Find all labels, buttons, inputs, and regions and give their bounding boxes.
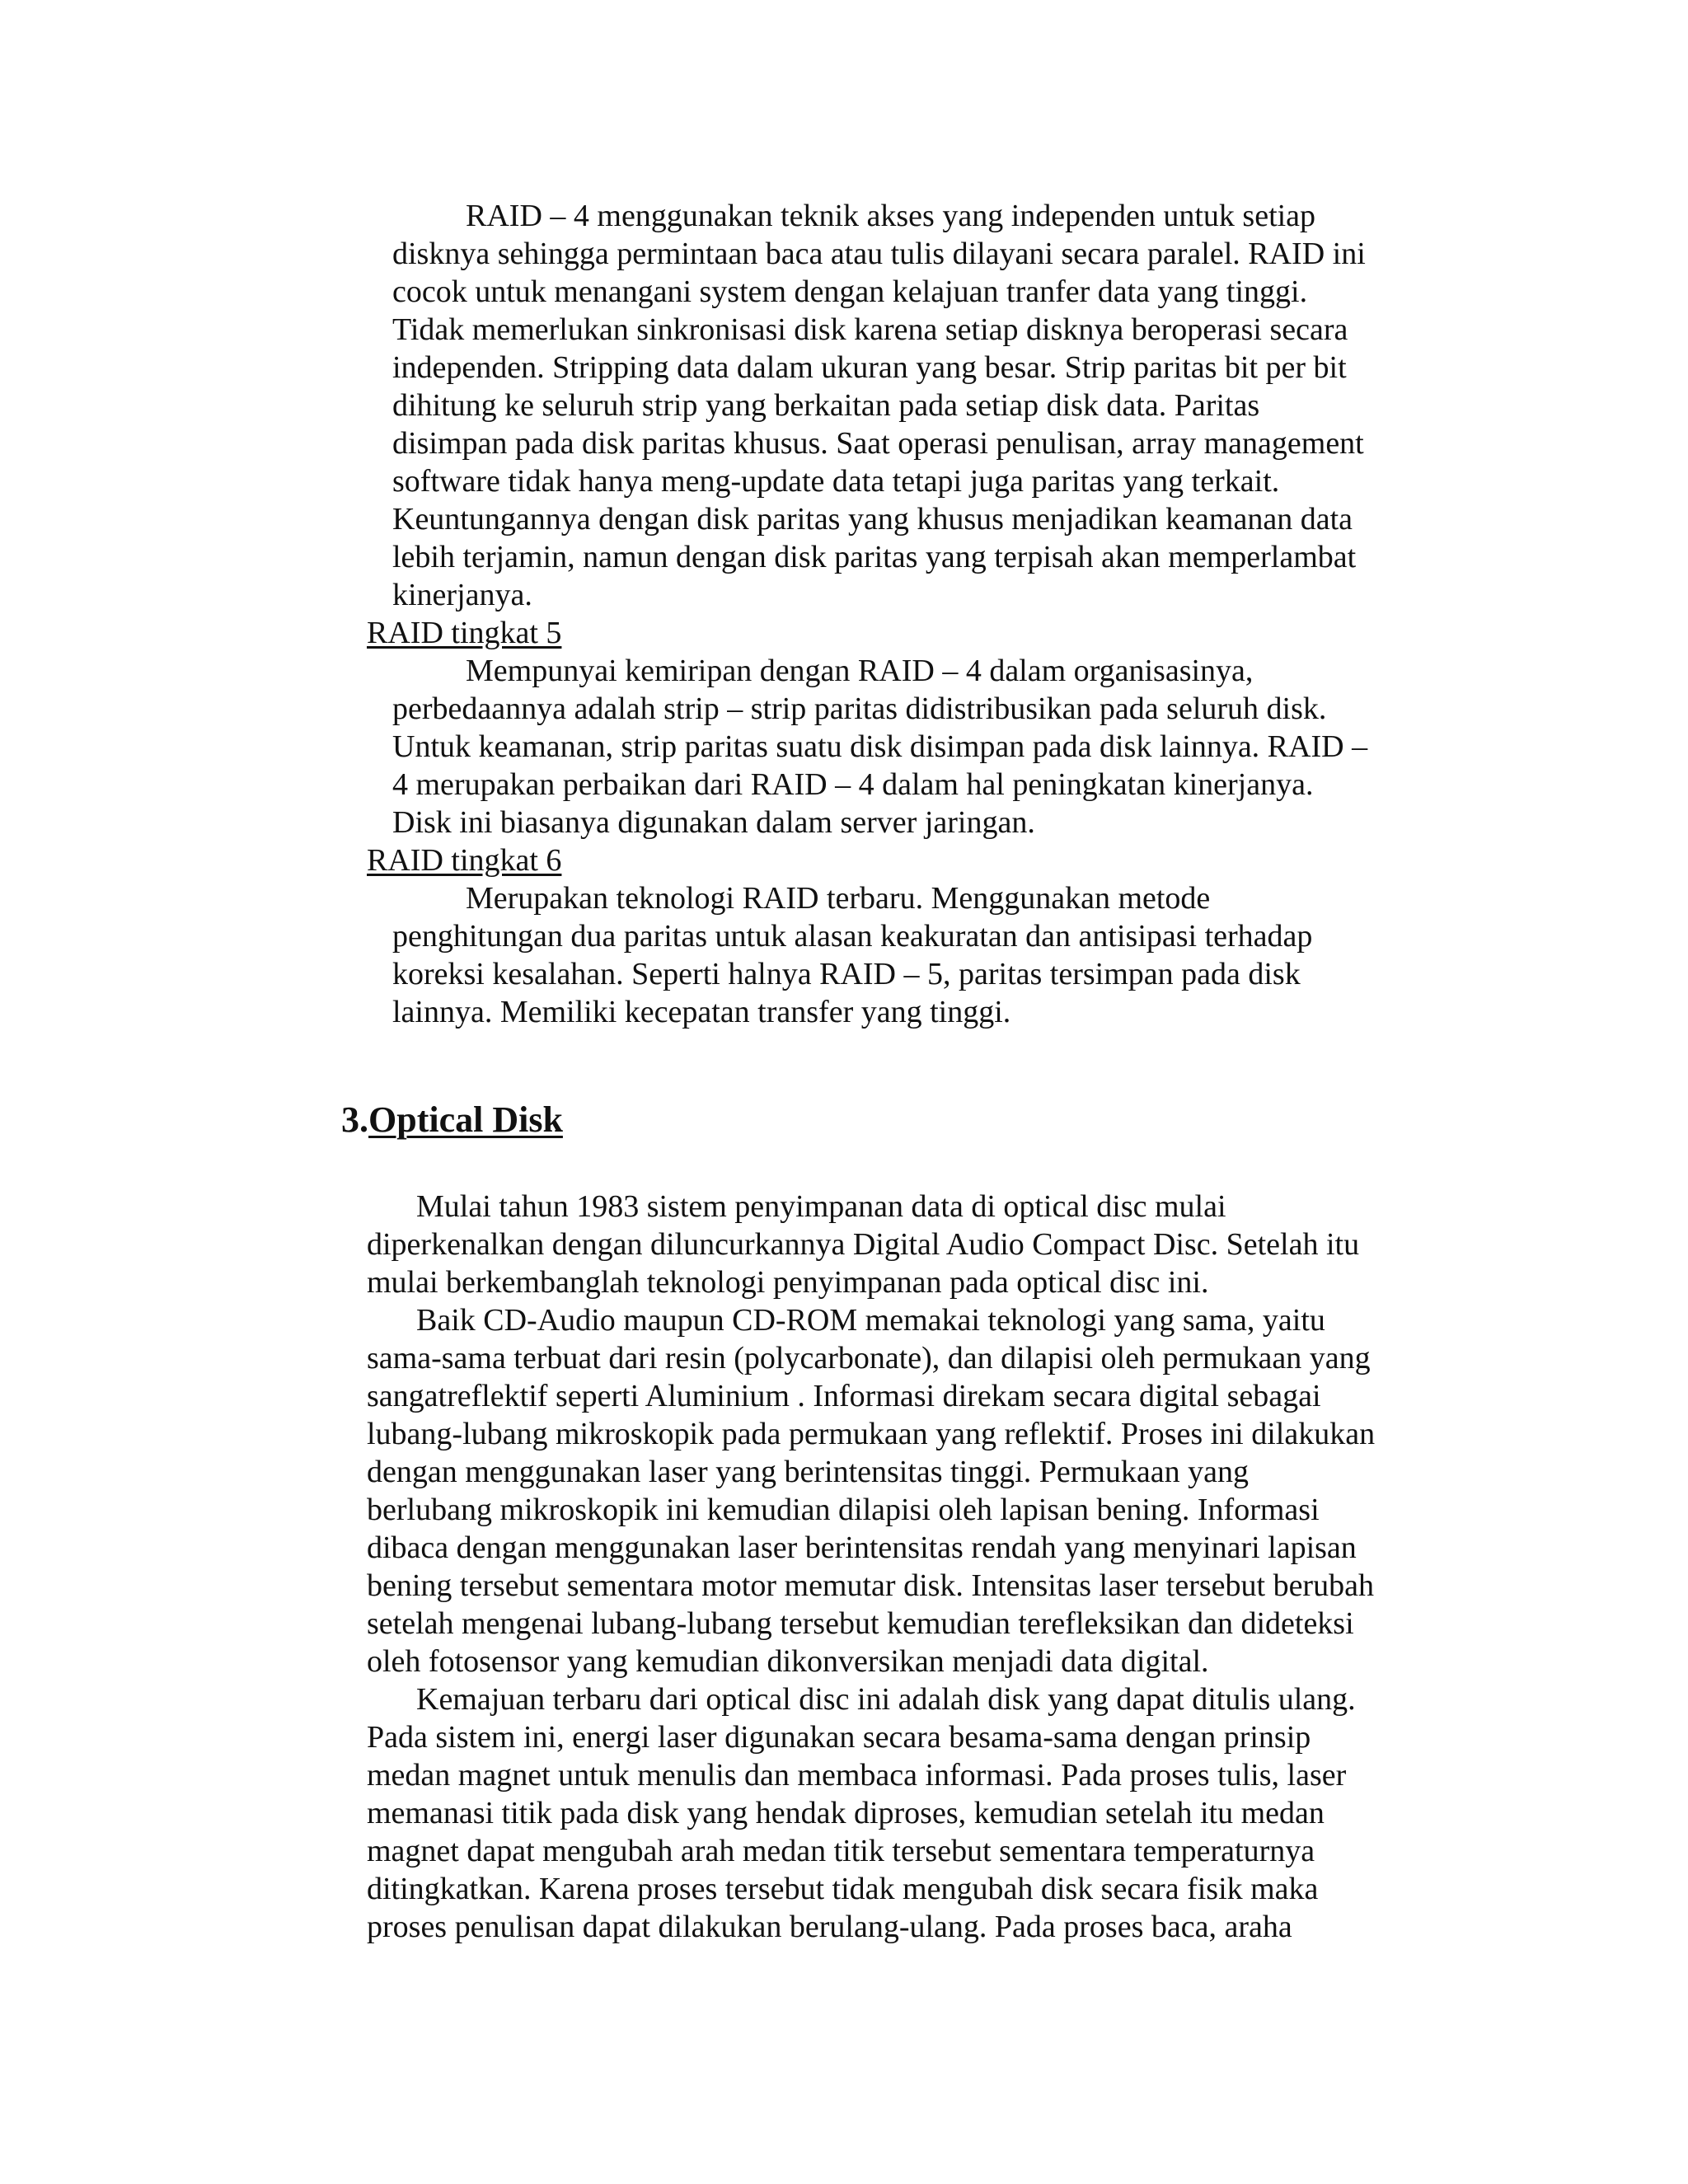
text-line: bening tersebut sementara motor memutar disk. Intensitas laser tersebut berubah [367,1568,1374,1603]
text-line: proses penulisan dapat dilakukan berulang-ulang. Pada proses baca, araha [367,1910,1292,1944]
text-line: oleh fotosensor yang kemudian dikonversikan menjadi data digital. [367,1644,1209,1679]
text-line: mulai berkembanglah teknologi penyimpanan pada optical disc ini. [367,1265,1209,1300]
text-line: dengan menggunakan laser yang berintensitas tinggi. Permukaan yang [367,1455,1250,1489]
raid5-heading: RAID tingkat 5 [367,616,562,650]
text-line: koreksi kesalahan. Seperti halnya RAID – 5, paritas tersimpan pada disk [392,957,1301,991]
text-line: disknya sehingga permintaan baca atau tulis dilayani secara paralel. RAID ini [392,237,1366,271]
text-line: lebih terjamin, namun dengan disk paritas yang terpisah akan memperlambat [392,540,1357,574]
text-line: diperkenalkan dengan diluncurkannya Digital Audio Compact Disc. Setelah itu [367,1227,1360,1262]
text-line: dibaca dengan menggunakan laser berintensitas rendah yang menyinari lapisan [367,1530,1357,1565]
text-line: lainnya. Memiliki kecepatan transfer yang tinggi. [392,995,1011,1029]
text-line: independen. Stripping data dalam ukuran yang besar. Strip paritas bit per bit [392,350,1347,385]
text-line: perbedaannya adalah strip – strip paritas didistribusikan pada seluruh disk. [392,691,1327,726]
text-line: Mulai tahun 1983 sistem penyimpanan data di optical disc mulai [416,1189,1226,1224]
text-line: disimpan pada disk paritas khusus. Saat operasi penulisan, array management [392,426,1364,461]
text-line: Baik CD-Audio maupun CD-ROM memakai teknologi yang sama, yaitu [416,1303,1325,1338]
text-line: RAID – 4 menggunakan teknik akses yang independen untuk setiap [466,199,1316,233]
text-line: 4 merupakan perbaikan dari RAID – 4 dalam hal peningkatan kinerjanya. [392,767,1314,802]
text-line: Untuk keamanan, strip paritas suatu disk disimpan pada disk lainnya. RAID – [392,729,1368,764]
text-line: software tidak hanya meng-update data tetapi juga paritas yang terkait. [392,464,1280,499]
text-line: Keuntungannya dengan disk paritas yang khusus menjadikan keamanan data [392,502,1353,537]
text-line: penghitungan dua paritas untuk alasan keakuratan dan antisipasi terhadap [392,919,1313,954]
text-line: ditingkatkan. Karena proses tersebut tidak mengubah disk secara fisik maka [367,1872,1319,1906]
text-line: magnet dapat mengubah arah medan titik tersebut sementara temperaturnya [367,1834,1315,1868]
raid6-heading: RAID tingkat 6 [367,843,562,878]
section-heading [341,1099,563,1141]
text-line: dihitung ke seluruh strip yang berkaitan pada setiap disk data. Paritas [392,388,1260,423]
section-title: Optical Disk [368,1099,563,1140]
text-line: Tidak memerlukan sinkronisasi disk karena setiap disknya beroperasi secara [392,312,1348,347]
text-line: Kemajuan terbaru dari optical disc ini adalah disk yang dapat ditulis ulang. [416,1682,1356,1717]
text-line: Disk ini biasanya digunakan dalam server jaringan. [392,805,1035,840]
text-line: berlubang mikroskopik ini kemudian dilapisi oleh lapisan bening. Informasi [367,1493,1320,1527]
text-line: Pada sistem ini, energi laser digunakan secara besama-sama dengan prinsip [367,1720,1311,1755]
text-line: sama-sama terbuat dari resin (polycarbonate), dan dilapisi oleh permukaan yang [367,1341,1371,1376]
text-line: setelah mengenai lubang-lubang tersebut kemudian terefleksikan dan dideteksi [367,1606,1354,1641]
text-line: sangatreflektif seperti Aluminium . Informasi direkam secara digital sebagai [367,1379,1321,1413]
text-line: Mempunyai kemiripan dengan RAID – 4 dalam organisasinya, [466,654,1254,688]
text-line: medan magnet untuk menulis dan membaca informasi. Pada proses tulis, laser [367,1758,1347,1793]
text-line: Merupakan teknologi RAID terbaru. Menggunakan metode [466,881,1211,916]
text-line: kinerjanya. [392,578,532,612]
text-line: lubang-lubang mikroskopik pada permukaan yang reflektif. Proses ini dilakukan [367,1417,1376,1451]
text-line: memanasi titik pada disk yang hendak diproses, kemudian setelah itu medan [367,1796,1325,1830]
section-number: 3. [341,1099,368,1140]
text-line: cocok untuk menangani system dengan kelajuan tranfer data yang tinggi. [392,274,1308,309]
